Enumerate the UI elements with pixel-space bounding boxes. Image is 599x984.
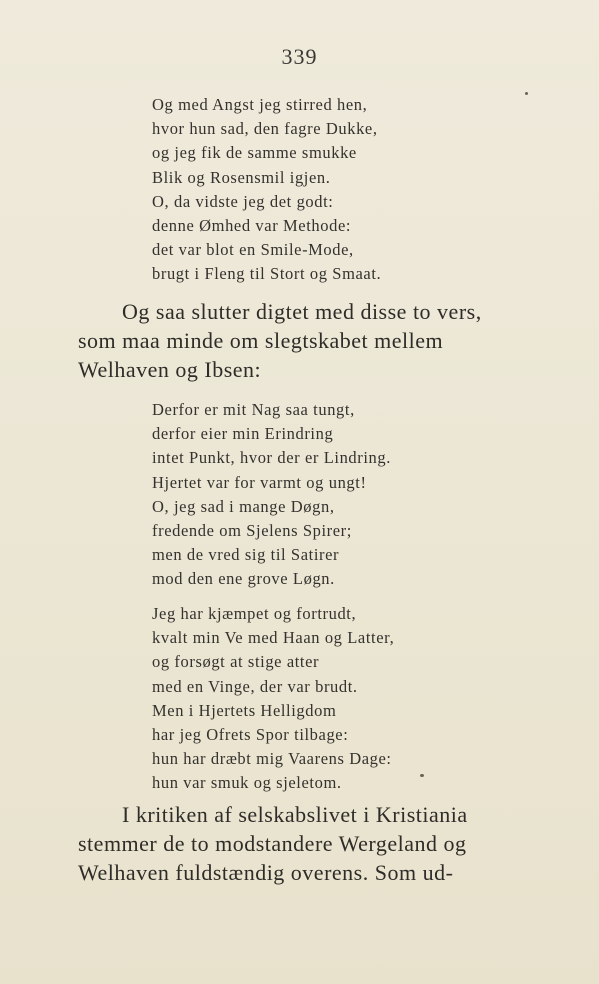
verse-line: O, da vidste jeg det godt: bbox=[152, 191, 334, 211]
verse-line: men de vred sig til Satirer bbox=[152, 545, 340, 565]
verse-line: har jeg Ofrets Spor tilbage: bbox=[152, 725, 349, 745]
verse-line: Men i Hjertets Helligdom bbox=[152, 700, 337, 720]
prose-line: Og saa slutter digtet med disse to vers, bbox=[122, 299, 482, 324]
verse-line: hvor hun sad, den fagre Dukke, bbox=[152, 119, 378, 139]
verse-line: Blik og Rosensmil igjen. bbox=[152, 167, 331, 187]
prose-line: Welhaven og Ibsen: bbox=[78, 356, 262, 382]
verse-line: kvalt min Ve med Haan og Latter, bbox=[152, 628, 395, 648]
verse-line: med en Vinge, der var brudt. bbox=[152, 676, 358, 696]
verse-line: og forsøgt at stige atter bbox=[152, 652, 320, 672]
paper-speck bbox=[525, 92, 528, 95]
prose-line: som maa minde om slegtskabet mellem bbox=[78, 327, 444, 353]
verse-line: Hjertet var for varmt og ungt! bbox=[152, 472, 367, 492]
verse-line: Derfor er mit Nag saa tungt, bbox=[152, 400, 355, 419]
page-number: 339 bbox=[281, 44, 318, 69]
verse-stanza-1 bbox=[152, 93, 381, 287]
prose-line: Welhaven fuldstændig overens. Som ud- bbox=[78, 859, 454, 885]
verse-line: hun var smuk og sjeletom. bbox=[152, 773, 342, 793]
verse-stanza-3 bbox=[152, 602, 394, 796]
verse-line: Jeg har kjæmpet og fortrudt, bbox=[152, 604, 357, 623]
verse-line: Og med Angst jeg stirred hen, bbox=[152, 95, 368, 114]
prose-paragraph-1 bbox=[78, 298, 540, 384]
verse-line: det var blot en Smile-Mode, bbox=[152, 240, 354, 260]
verse-line: fredende om Sjelens Spirer; bbox=[152, 521, 352, 541]
verse-line: denne Ømhed var Methode: bbox=[152, 216, 352, 236]
paper-speck bbox=[420, 774, 424, 777]
verse-line: mod den ene grove Løgn. bbox=[152, 569, 335, 589]
prose-line: stemmer de to modstandere Wergeland og bbox=[78, 830, 467, 856]
verse-line: intet Punkt, hvor der er Lindring. bbox=[152, 448, 391, 468]
verse-line: hun har dræbt mig Vaarens Dage: bbox=[152, 749, 392, 769]
prose-paragraph-2 bbox=[78, 801, 540, 887]
verse-line: og jeg fik de samme smukke bbox=[152, 143, 357, 163]
verse-line: derfor eier min Erindring bbox=[152, 424, 334, 444]
verse-line: brugt i Fleng til Stort og Smaat. bbox=[152, 264, 382, 284]
verse-stanza-2 bbox=[152, 398, 391, 592]
prose-line: I kritiken af selskabslivet i Kristiania bbox=[122, 802, 468, 827]
verse-line: O, jeg sad i mange Døgn, bbox=[152, 496, 335, 516]
